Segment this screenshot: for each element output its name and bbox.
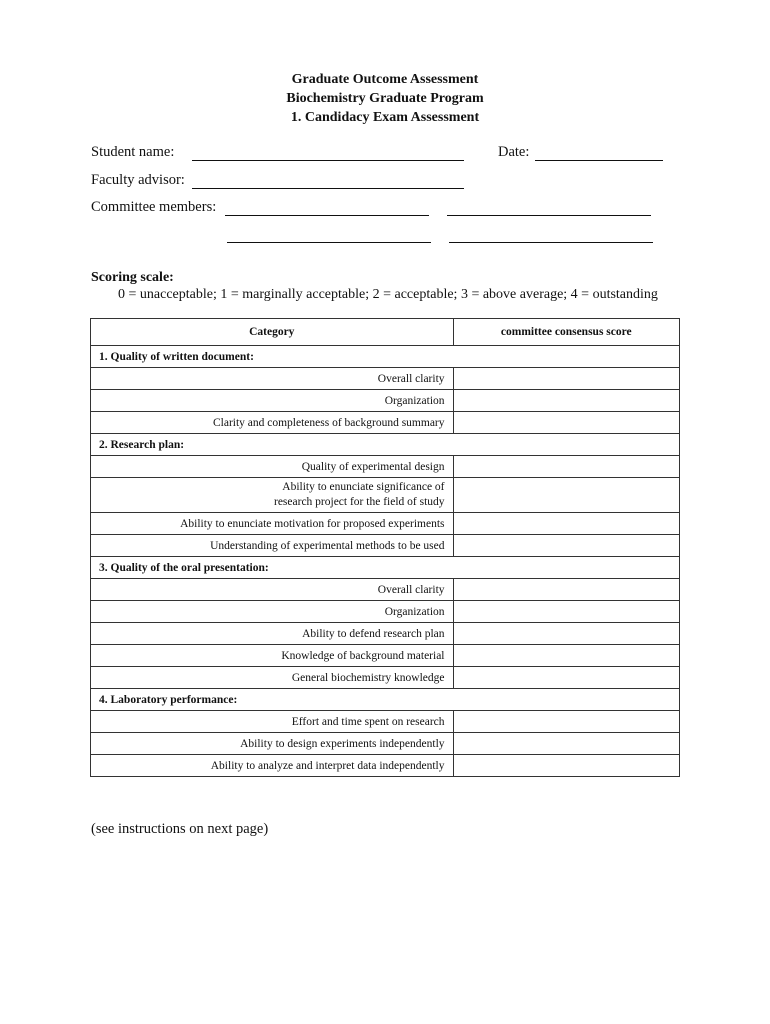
committee-member-field[interactable] bbox=[449, 242, 653, 243]
table-row bbox=[91, 645, 680, 667]
committee-member-field[interactable] bbox=[225, 215, 429, 216]
committee-member-field[interactable] bbox=[447, 215, 651, 216]
score-cell[interactable] bbox=[453, 623, 679, 645]
table-row bbox=[91, 733, 680, 755]
score-cell[interactable] bbox=[453, 733, 679, 755]
criterion-label: Ability to enunciate motivation for proposed experiments bbox=[91, 513, 454, 535]
scoring-scale-text: 0 = unacceptable; 1 = marginally acceptable; 2 = acceptable; 3 = above average; 4 = outstanding bbox=[118, 287, 658, 302]
score-cell[interactable] bbox=[453, 513, 679, 535]
criterion-label: Ability to analyze and interpret data independently bbox=[91, 755, 454, 777]
date-field[interactable] bbox=[535, 160, 663, 161]
table-row bbox=[91, 412, 680, 434]
criterion-label: Overall clarity bbox=[91, 579, 454, 601]
criterion-label: Organization bbox=[91, 390, 454, 412]
score-cell[interactable] bbox=[453, 412, 679, 434]
criterion-label: Organization bbox=[91, 601, 454, 623]
faculty-advisor-label: Faculty advisor: bbox=[91, 172, 185, 188]
criterion-label bbox=[91, 478, 454, 513]
document-title: Graduate Outcome Assessment bbox=[291, 72, 479, 87]
criterion-label-text: Ability to enunciate significance of research project for the field of study bbox=[274, 481, 445, 508]
section-title: 1. Quality of written document: bbox=[91, 346, 680, 368]
scoring-scale-heading: Scoring scale: bbox=[91, 270, 174, 285]
score-cell[interactable] bbox=[453, 579, 679, 601]
criterion-label: General biochemistry knowledge bbox=[91, 667, 454, 689]
score-cell[interactable] bbox=[453, 711, 679, 733]
document-title-block bbox=[0, 70, 770, 127]
table-row bbox=[91, 390, 680, 412]
score-cell[interactable] bbox=[453, 601, 679, 623]
faculty-advisor-field[interactable] bbox=[192, 188, 464, 189]
score-column-header: committee consensus score bbox=[453, 319, 679, 346]
section-title: 2. Research plan: bbox=[91, 434, 680, 456]
date-label: Date: bbox=[498, 144, 530, 160]
table-row bbox=[91, 755, 680, 777]
table-row bbox=[91, 535, 680, 557]
section-row bbox=[91, 557, 680, 579]
score-cell[interactable] bbox=[453, 645, 679, 667]
committee-members-label: Committee members: bbox=[91, 199, 217, 215]
table-row bbox=[91, 368, 680, 390]
criterion-label: Ability to defend research plan bbox=[91, 623, 454, 645]
committee-member-field[interactable] bbox=[227, 242, 431, 243]
student-name-label: Student name: bbox=[91, 144, 175, 160]
score-cell[interactable] bbox=[453, 755, 679, 777]
criterion-label: Overall clarity bbox=[91, 368, 454, 390]
table-row bbox=[91, 667, 680, 689]
criterion-label: Knowledge of background material bbox=[91, 645, 454, 667]
table-row bbox=[91, 579, 680, 601]
footer-note: (see instructions on next page) bbox=[91, 821, 269, 837]
table-row bbox=[91, 513, 680, 535]
student-name-field[interactable] bbox=[192, 160, 464, 161]
criterion-label: Clarity and completeness of background summary bbox=[91, 412, 454, 434]
section-row bbox=[91, 689, 680, 711]
category-column-header: Category bbox=[91, 319, 454, 346]
score-cell[interactable] bbox=[453, 667, 679, 689]
criterion-label: Ability to design experiments independently bbox=[91, 733, 454, 755]
criterion-label: Quality of experimental design bbox=[91, 456, 454, 478]
section-title: 3. Quality of the oral presentation: bbox=[91, 557, 680, 579]
table-header-row bbox=[91, 319, 680, 346]
score-cell[interactable] bbox=[453, 478, 679, 513]
score-cell[interactable] bbox=[453, 368, 679, 390]
section-row bbox=[91, 434, 680, 456]
table-row bbox=[91, 711, 680, 733]
score-cell[interactable] bbox=[453, 535, 679, 557]
table-row bbox=[91, 623, 680, 645]
table-row bbox=[91, 478, 680, 513]
assessment-table bbox=[90, 318, 680, 777]
score-cell[interactable] bbox=[453, 390, 679, 412]
score-cell[interactable] bbox=[453, 456, 679, 478]
criterion-label: Understanding of experimental methods to be used bbox=[91, 535, 454, 557]
criterion-label: Effort and time spent on research bbox=[91, 711, 454, 733]
section-row bbox=[91, 346, 680, 368]
section-title: 4. Laboratory performance: bbox=[91, 689, 680, 711]
table-row bbox=[91, 456, 680, 478]
assessment-title: 1. Candidacy Exam Assessment bbox=[290, 110, 480, 125]
program-title: Biochemistry Graduate Program bbox=[286, 91, 484, 106]
table-row bbox=[91, 601, 680, 623]
